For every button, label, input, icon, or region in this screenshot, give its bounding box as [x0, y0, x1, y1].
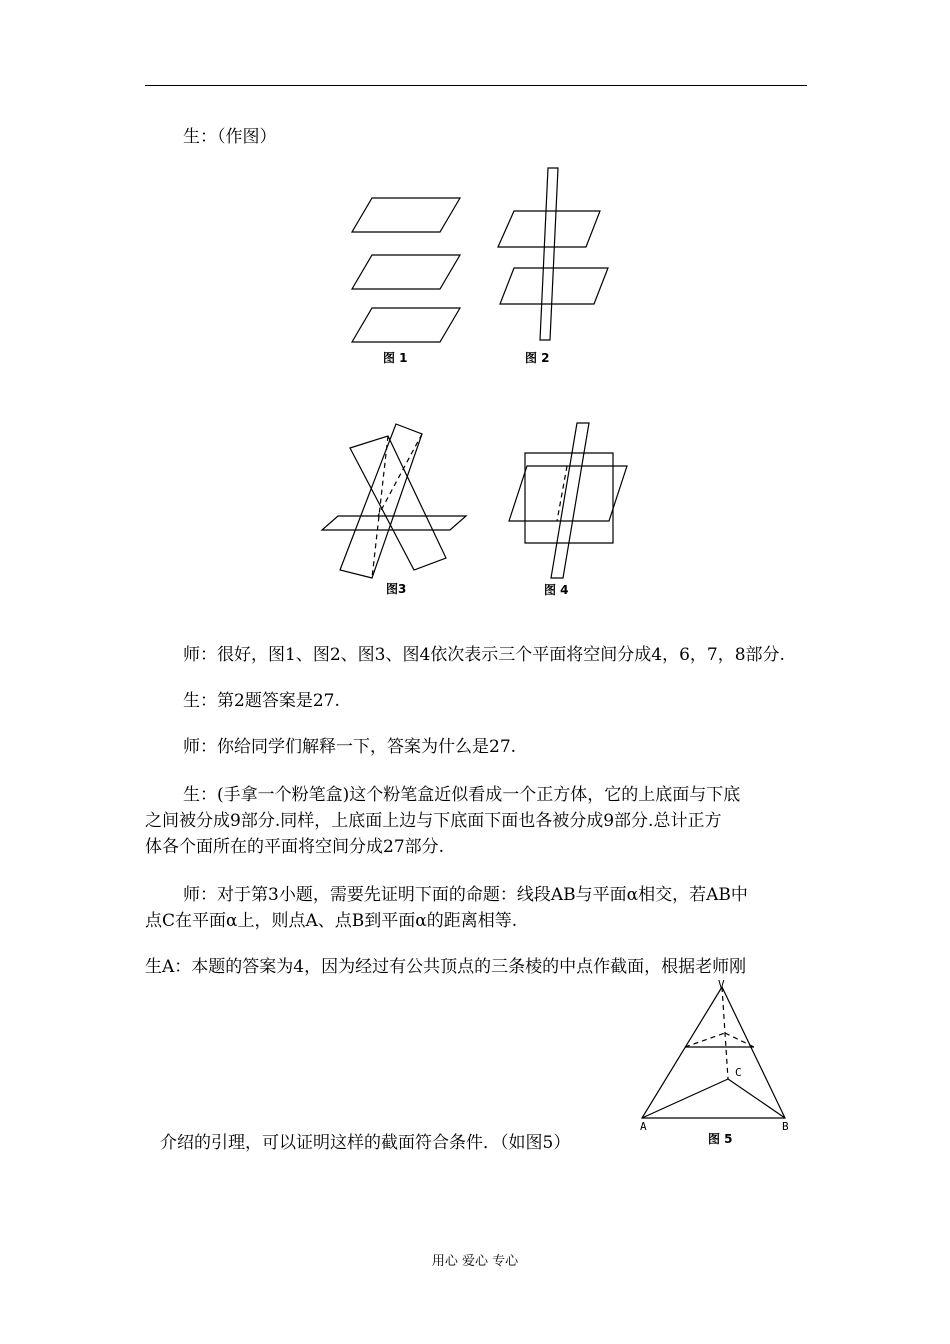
figure-1-caption: 图 1	[383, 351, 408, 365]
figure-5-vertex-v: V	[718, 978, 725, 991]
line-teacher-proposition-1: 师：对于第3小题，需要先证明下面的命题：线段AB与平面α相交，若AB中	[183, 885, 748, 905]
page-footer: 用心 爱心 专心	[431, 1254, 519, 1269]
figure-5-diagram	[630, 975, 800, 1125]
figure-5-vertex-c: C	[735, 1066, 742, 1079]
figure-5-caption: 图 5	[708, 1132, 733, 1146]
line-student-a-answer: 生A：本题的答案为4，因为经过有公共顶点的三条棱的中点作截面，根据老师刚	[145, 957, 747, 977]
figure-1-diagram	[340, 190, 470, 350]
line-student-chalkbox-3: 体各个面所在的平面将空间分成27部分.	[145, 837, 445, 857]
figure-3-diagram	[318, 418, 473, 583]
line-student-answer-27: 生：第2题答案是27.	[183, 691, 340, 711]
figure-3-caption: 图3	[386, 582, 407, 596]
line-lemma-conclusion: 介绍的引理，可以证明这样的截面符合条件．（如图5）	[160, 1133, 571, 1153]
line-teacher-explain: 师：你给同学们解释一下，答案为什么是27.	[183, 737, 517, 757]
figure-2-caption: 图 2	[525, 351, 550, 365]
line-student-draw: 生：（作图）	[183, 127, 277, 147]
figure-4-caption: 图 4	[544, 583, 569, 597]
figure-5-vertex-b: B	[782, 1120, 789, 1133]
line-student-chalkbox-2: 之间被分成9部分.同样，上底面上边与下底面下面也各被分成9部分.总计正方	[145, 811, 722, 831]
figure-2-diagram	[490, 165, 610, 345]
figure-5-vertex-a: A	[640, 1120, 647, 1133]
line-teacher-proposition-2: 点C在平面α上，则点A、点B到平面α的距离相等.	[145, 911, 518, 931]
line-teacher-good: 师：很好，图1、图2、图3、图4依次表示三个平面将空间分成4，6，7，8部分.	[183, 645, 785, 665]
header-rule	[145, 85, 807, 86]
figure-4-diagram	[505, 418, 630, 588]
line-student-chalkbox-1: 生：(手拿一个粉笔盒)这个粉笔盒近似看成一个正方体，它的上底面与下底	[183, 785, 741, 805]
